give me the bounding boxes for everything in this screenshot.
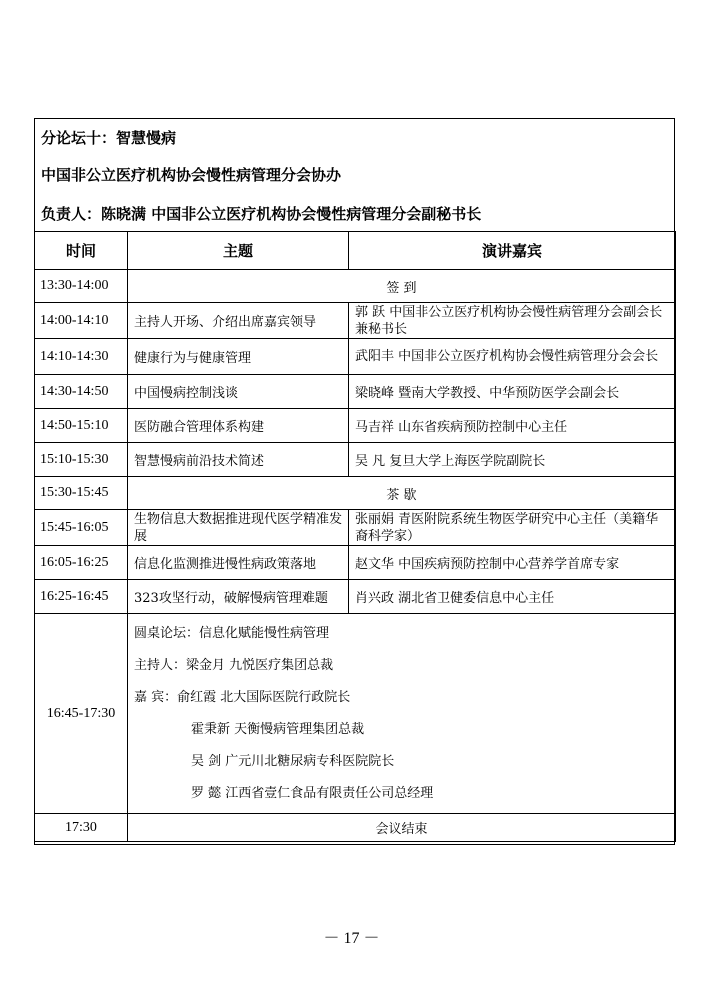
sign-in-cell: 签 到 bbox=[128, 270, 676, 303]
table-row bbox=[35, 375, 676, 409]
speaker-cell: 张丽娟 青医附院系统生物医学研究中心主任（美籍华裔科学家） bbox=[349, 510, 676, 546]
table-row bbox=[35, 339, 676, 375]
co-organizer: 中国非公立医疗机构协会慢性病管理分会协办 bbox=[41, 166, 342, 184]
roundtable-guest: 罗 懿 江西省壹仁食品有限责任公司总经理 bbox=[191, 785, 434, 801]
roundtable-title: 圆桌论坛：信息化赋能慢性病管理 bbox=[134, 625, 330, 641]
table-row bbox=[35, 546, 676, 580]
table-row-end bbox=[35, 814, 676, 842]
schedule-table bbox=[34, 231, 676, 842]
speaker-cell: 吴 凡 复旦大学上海医学院副院长 bbox=[349, 443, 676, 477]
speaker-cell: 马吉祥 山东省疾病预防控制中心主任 bbox=[349, 409, 676, 443]
roundtable-guest: 嘉 宾：俞红霞 北大国际医院行政院长 bbox=[134, 689, 351, 705]
time-cell: 16:05-16:25 bbox=[35, 546, 128, 580]
time-cell: 17:30 bbox=[35, 814, 128, 842]
time-cell: 13:30-14:00 bbox=[35, 270, 128, 303]
topic-cell: 生物信息大数据推进现代医学精准发展 bbox=[128, 510, 349, 546]
table-row bbox=[35, 409, 676, 443]
tea-break-cell: 茶 歇 bbox=[128, 477, 676, 510]
time-cell: 15:10-15:30 bbox=[35, 443, 128, 477]
time-cell: 15:30-15:45 bbox=[35, 477, 128, 510]
page-number: － 17 － bbox=[323, 930, 380, 947]
topic-cell: 健康行为与健康管理 bbox=[128, 339, 349, 375]
speaker-cell: 肖兴政 湖北省卫健委信息中心主任 bbox=[349, 580, 676, 614]
table-row-roundtable bbox=[35, 614, 676, 814]
table-row bbox=[35, 580, 676, 614]
forum-title: 分论坛十：智慧慢病 bbox=[41, 129, 177, 147]
table-row bbox=[35, 303, 676, 339]
roundtable-host: 主持人：梁金月 九悦医疗集团总裁 bbox=[134, 657, 334, 673]
topic-cell: 中国慢病控制浅谈 bbox=[128, 375, 349, 409]
time-cell: 14:30-14:50 bbox=[35, 375, 128, 409]
header-speaker: 演讲嘉宾 bbox=[349, 232, 676, 270]
table-row bbox=[35, 270, 676, 303]
header-time: 时间 bbox=[35, 232, 128, 270]
topic-cell: 主持人开场、介绍出席嘉宾领导 bbox=[128, 303, 349, 339]
time-cell: 14:10-14:30 bbox=[35, 339, 128, 375]
speaker-cell: 梁晓峰 暨南大学教授、中华预防医学会副会长 bbox=[349, 375, 676, 409]
time-cell: 14:00-14:10 bbox=[35, 303, 128, 339]
topic-cell: 323攻坚行动，破解慢病管理难题 bbox=[128, 580, 349, 614]
topic-cell: 信息化监测推进慢性病政策落地 bbox=[128, 546, 349, 580]
table-row bbox=[35, 443, 676, 477]
roundtable-guest: 吴 剑 广元川北糖尿病专科医院院长 bbox=[191, 753, 395, 769]
topic-cell: 智慧慢病前沿技术简述 bbox=[128, 443, 349, 477]
time-cell: 14:50-15:10 bbox=[35, 409, 128, 443]
table-header-row bbox=[35, 232, 676, 270]
responsible-person: 负责人：陈晓满 中国非公立医疗机构协会慢性病管理分会副秘书长 bbox=[41, 205, 482, 223]
roundtable-guest: 霍秉新 天衡慢病管理集团总裁 bbox=[191, 721, 365, 737]
topic-cell: 医防融合管理体系构建 bbox=[128, 409, 349, 443]
speaker-cell: 武阳丰 中国非公立医疗机构协会慢性病管理分会会长 bbox=[349, 339, 676, 375]
meeting-end-cell: 会议结束 bbox=[128, 814, 676, 842]
roundtable-cell bbox=[128, 614, 676, 814]
time-cell: 16:25-16:45 bbox=[35, 580, 128, 614]
speaker-cell: 郭 跃 中国非公立医疗机构协会慢性病管理分会副会长兼秘书长 bbox=[349, 303, 676, 339]
header-topic: 主题 bbox=[128, 232, 349, 270]
table-row bbox=[35, 477, 676, 510]
speaker-cell: 赵文华 中国疾病预防控制中心营养学首席专家 bbox=[349, 546, 676, 580]
time-cell: 16:45-17:30 bbox=[35, 614, 128, 814]
table-row bbox=[35, 510, 676, 546]
time-cell: 15:45-16:05 bbox=[35, 510, 128, 546]
